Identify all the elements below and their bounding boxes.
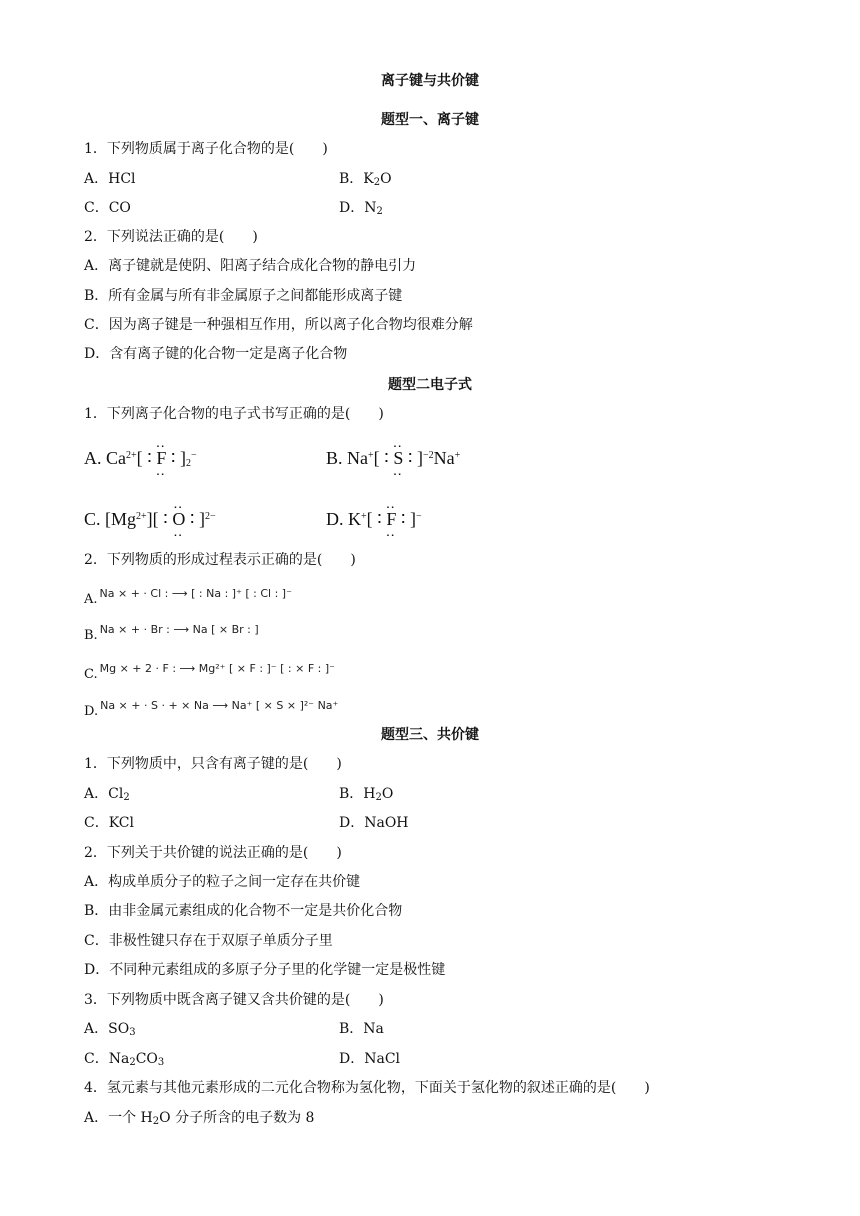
option-c: C．$Na_2CO_3$ [84,1051,165,1068]
option-d: D．含有离子键的化合物一定是离子化合物 [84,346,348,362]
option-a: A．$Cl_2$ [84,786,130,803]
option-b: B．$K_2O$ [339,171,392,188]
question-stem: 1．下列物质属于离子化合物的是( ) [84,141,328,157]
option-d: D．NaCl [339,1051,401,1067]
question-stem: 1．下列物质中，只含有离子键的是( ) [84,756,342,772]
option-a: A．$SO_3$ [84,1021,136,1038]
option-a: A．构成单质分子的粒子之间一定存在共价键 [84,874,361,890]
question-stem: 2．下列关于共价键的说法正确的是( ) [84,845,342,861]
question-stem: 2．下列说法正确的是( ) [84,229,258,245]
option-d: D．$N_2$ [339,200,383,217]
section-heading: 题型二电子式 [388,377,472,393]
electron-formula-c: C. $[Mg^{2+}]$[ ∶ ‥ O ‥ ∶ ]$^{2-}$ [84,506,216,530]
option-b: B．由非金属元素组成的化合物不一定是共价化合物 [84,903,403,919]
option-b: B．$H_2O$ [339,786,394,803]
formation-option-c: C. $^{Mg \times + 2 \cdot F : ⟶ Mg^{2+} [ \times F : ]^- [ : \times F : ]^-}$ [84,662,335,682]
question-stem: 1．下列离子化合物的电子式书写正确的是( ) [84,406,384,422]
section-heading: 题型三、共价键 [381,727,479,743]
option-c: C．KCl [84,815,134,831]
option-b: B．Na [339,1021,384,1037]
option-d: D．不同种元素组成的多原子分子里的化学键一定是极性键 [84,962,446,978]
option-a: A．HCl [84,171,136,187]
electron-formula-a: A. $Ca^{2+}$[ ∶ ‥ F ‥ ∶ ]$_2^-$ [84,445,197,475]
formation-option-b: B. $^{Na \times + \cdot Br : ⟶ Na [ \times Br : ]}$ [84,623,259,643]
option-c: C．CO [84,200,131,216]
option-c: C．因为离子键是一种强相互作用，所以离子化合物均很难分解 [84,317,473,333]
formation-option-a: A. $^{Na \times + \cdot Cl : ⟶ [ : Na : ]^+ [ : Cl : ]^-}$ [84,587,292,607]
question-stem: 3．下列物质中既含离子键又含共价键的是( ) [84,992,384,1008]
option-b: B．所有金属与所有非金属原子之间都能形成离子键 [84,288,403,304]
option-c: C．非极性键只存在于双原子单质分子里 [84,933,333,949]
question-stem: 2．下列物质的形成过程表示正确的是( ) [84,552,356,568]
section-heading: 题型一、离子键 [381,112,479,128]
question-stem: 4．氢元素与其他元素形成的二元化合物称为氢化物，下面关于氢化物的叙述正确的是( ) [84,1080,650,1096]
electron-formula-d: D. K+[ ∶ ‥ F ‥ ∶ ]− [326,506,422,530]
page-title: 离子键与共价键 [381,73,479,89]
option-d: D．NaOH [339,815,409,831]
electron-formula-b: B. Na+[ ∶ ‥ S ‥ ∶ ]$^{-2}$Na+ [326,445,460,469]
option-a: A．一个 $H_2O$ 分子所含的电子数为 8 [84,1110,315,1127]
option-a: A．离子键就是使阴、阳离子结合成化合物的静电引力 [84,258,417,274]
formation-option-d: D. $^{Na \times + \cdot S \cdot + \times Na ⟶ Na^+ [ \times S \times ]^{2-} Na^+}$ [84,699,339,719]
